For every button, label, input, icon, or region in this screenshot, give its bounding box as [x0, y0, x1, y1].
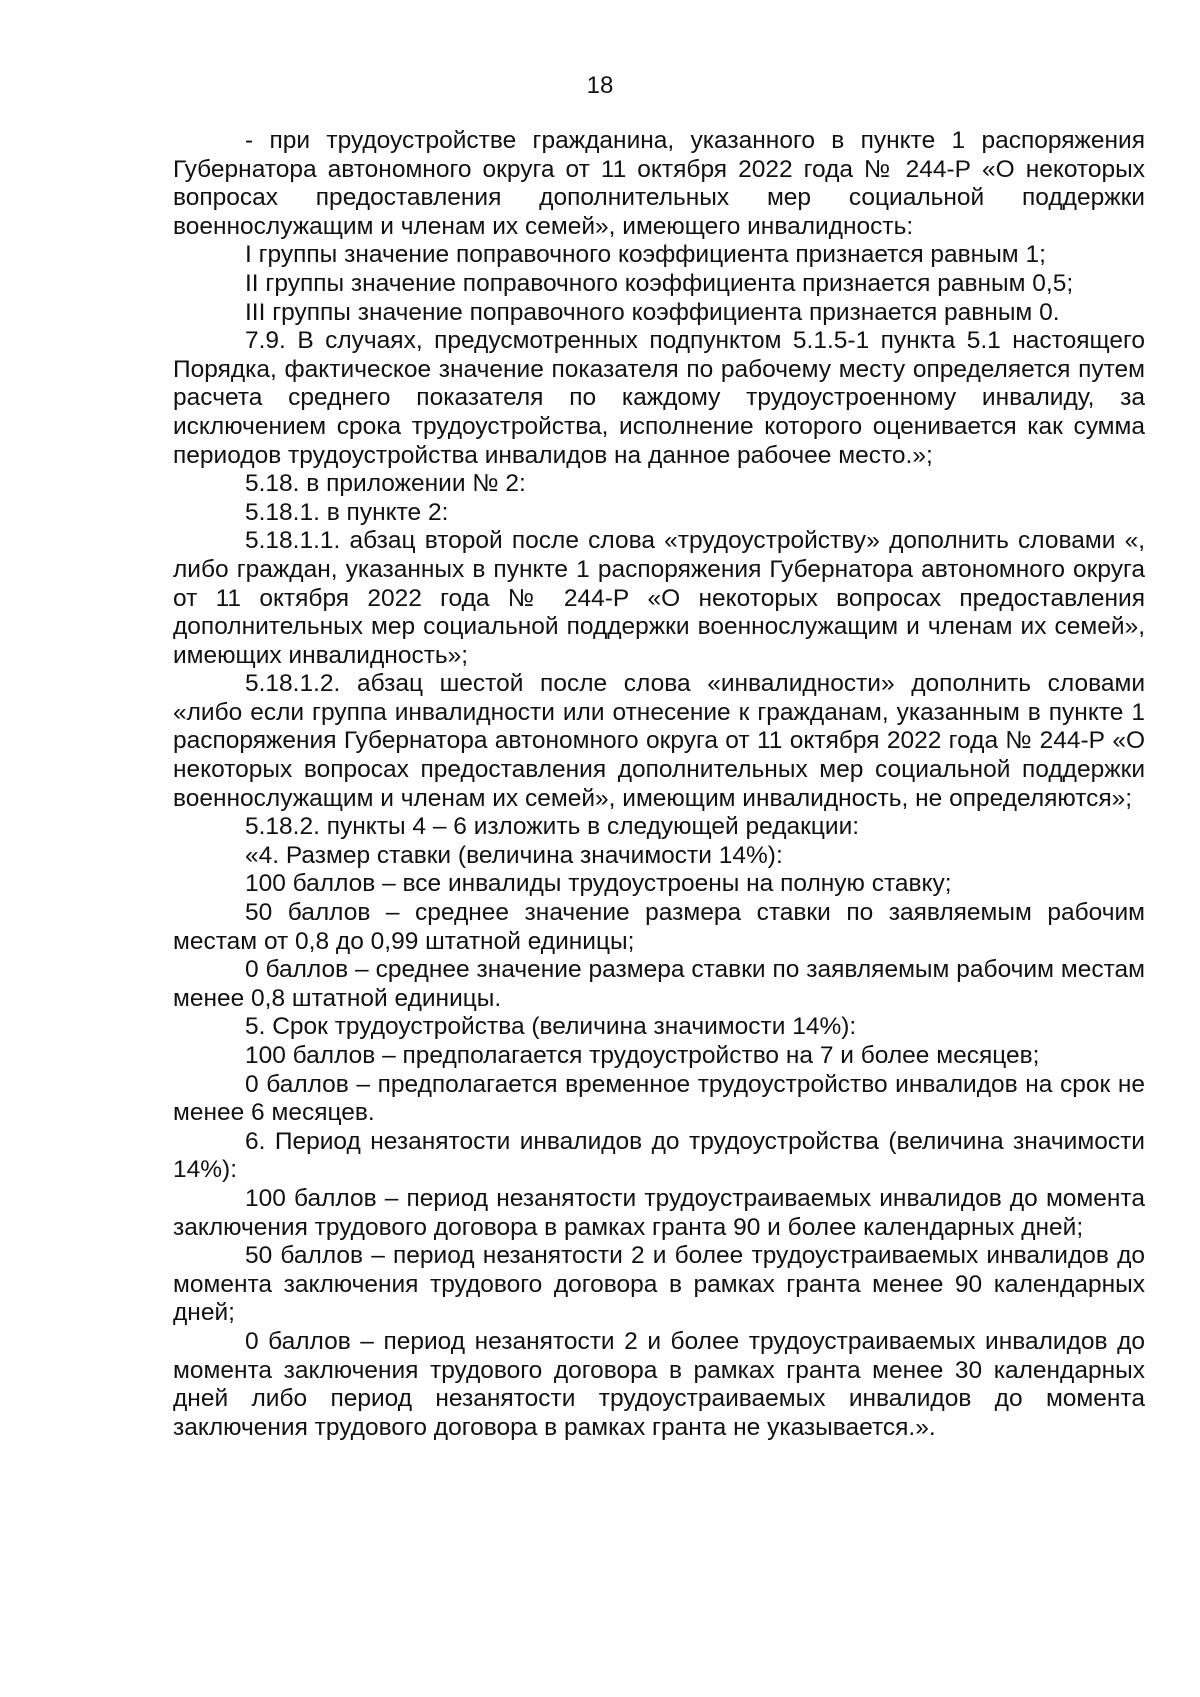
document-body — [173, 127, 1145, 1442]
paragraph-5-18-1-2: 5.18.1.2. абзац шестой после слова «инвалидности» дополнить словами «либо если группа инвалидности или отнесение к гражданам, указанным в пункте 1 распоряжения Губернатора автономного округа от 11 октября 2022 года № 244-Р «О некоторых вопросах предоставления дополнительных мер социальной поддержки военнослужащим и членам их семей», имеющим инвалидность, не определяются»; — [173, 670, 1145, 812]
paragraph-7-9: 7.9. В случаях, предусмотренных подпунктом 5.1.5-1 пункта 5.1 настоящего Порядка, фактическое значение показателя по рабочему месту определяется путем расчета среднего показателя по каждому трудоустроенному инвалиду, за исключением срока трудоустройства, исполнение которого оценивается как сумма периодов трудоустройства инвалидов на данное рабочее место.»; — [173, 327, 1145, 469]
paragraph-group-2: II группы значение поправочного коэффициента признается равным 0,5; — [245, 269, 1074, 297]
paragraph-item-4-100: 100 баллов – все инвалиды трудоустроены на полную ставку; — [245, 870, 952, 898]
paragraph-item-5-heading: 5. Срок трудоустройства (величина значимости 14%): — [245, 1013, 857, 1041]
paragraph-item-5-100: 100 баллов – предполагается трудоустройство на 7 и более месяцев; — [245, 1042, 1040, 1069]
paragraph-item-6-heading: 6. Период незанятости инвалидов до трудоустройства (величина значимости 14%): — [173, 1127, 1145, 1184]
paragraph-item-5-0: 0 баллов – предполагается временное трудоустройство инвалидов на срок не менее 6 месяцев. — [173, 1070, 1145, 1127]
paragraph-item-6-0: 0 баллов – период незанятости 2 и более трудоустраиваемых инвалидов до момента заключения трудового договора в рамках гранта менее 30 календарных дней либо период незанятости трудоустраиваемых инвалидов до момента заключения трудового договора в рамках гранта не указывается.». — [173, 1327, 1145, 1441]
paragraph-5-18-2: 5.18.2. пункты 4 – 6 изложить в следующей редакции: — [245, 813, 860, 841]
paragraph-group-1: I группы значение поправочного коэффициента признается равным 1; — [245, 241, 1046, 269]
paragraph-item-4-heading: «4. Размер ставки (величина значимости 14%): — [245, 841, 783, 869]
paragraph-item-6-100: 100 баллов – период незанятости трудоустраиваемых инвалидов до момента заключения трудового договора в рамках гранта 90 и более календарных дней; — [173, 1184, 1145, 1241]
paragraph-item-4-0: 0 баллов – среднее значение размера ставки по заявляемым рабочим местам менее 0,8 штатной единицы. — [173, 956, 1145, 1012]
page-number: 18 — [586, 72, 614, 99]
paragraph-item-6-50: 50 баллов – период незанятости 2 и более трудоустраиваемых инвалидов до момента заключения трудового договора в рамках гранта менее 90 календарных дней; — [173, 1242, 1145, 1327]
paragraph-intro-disability: - при трудоустройстве гражданина, указанного в пункте 1 распоряжения Губернатора автономного округа от 11 октября 2022 года № 244-Р «О некоторых вопросах предоставления дополнительных мер социальной поддержки военнослужащим и членам их семей», имеющего инвалидность: — [173, 127, 1145, 240]
paragraph-5-18-1-1: 5.18.1.1. абзац второй после слова «трудоустройству» дополнить словами «, либо граждан, указанных в пункте 1 распоряжения Губернатора автономного округа от 11 октября 2022 года № 244-Р «О некоторых вопросах предоставления дополнительных мер социальной поддержки военнослужащим и членам их семей», имеющих инвалидность»; — [173, 527, 1145, 669]
paragraph-group-3: III группы значение поправочного коэффициента признается равным 0. — [245, 298, 1060, 326]
paragraph-5-18-1: 5.18.1. в пункте 2: — [245, 498, 449, 526]
paragraph-5-18: 5.18. в приложении № 2: — [245, 470, 526, 498]
paragraph-item-4-50: 50 баллов – среднее значение размера ставки по заявляемым рабочим местам от 0,8 до 0,99 штатной единицы; — [173, 899, 1145, 955]
